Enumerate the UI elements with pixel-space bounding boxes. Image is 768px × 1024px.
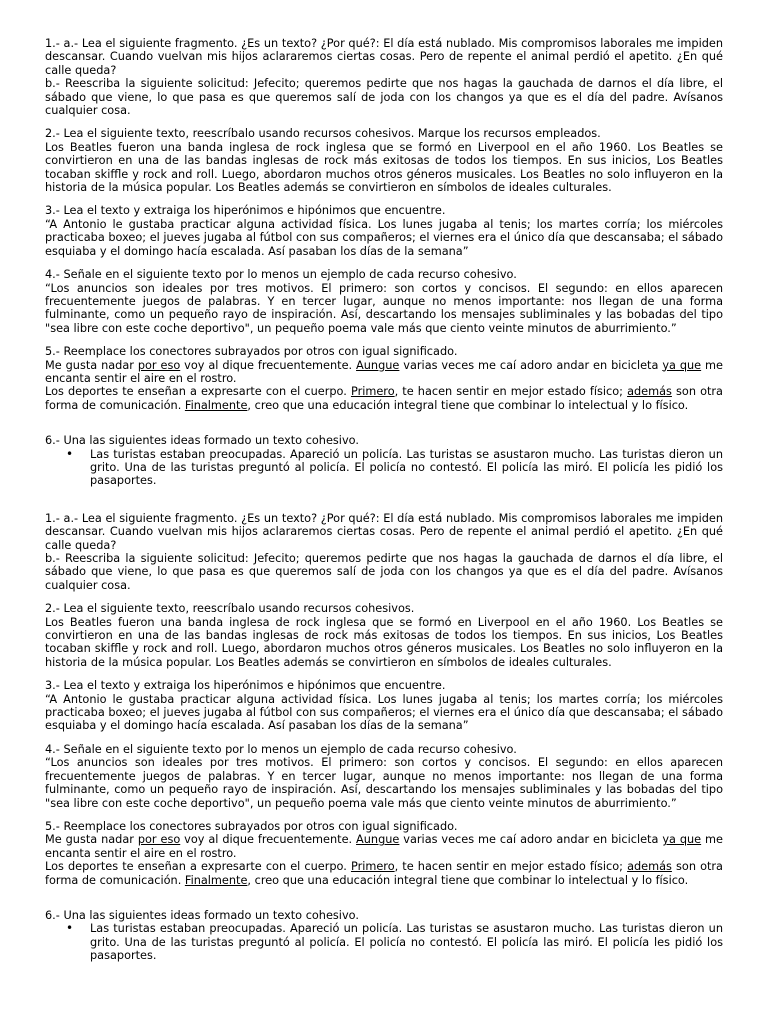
exercise-2: [45, 127, 723, 194]
exercise-1: [45, 37, 723, 117]
exercise-3: [45, 204, 723, 258]
document-copy-2: [45, 512, 723, 963]
list-item: • Las turistas estaban preocupadas. Apareció un policía. Las turistas se asustaron mucho. Las turistas dieron un grito. Una de las turistas preguntó al policía. El policía no contestó. El policía las miró. El policía les pidió los pasaportes.: [90, 448, 723, 488]
text-run: varias veces me caí adoro andar en bicicleta: [399, 833, 663, 847]
exercise-6-question: 6.- Una las siguientes ideas formado un texto cohesivo.: [45, 434, 359, 448]
exercise-3-text: “A Antonio le gustaba practicar alguna actividad física. Los lunes jugaba al tenis; los martes corría; los miércoles practicaba boxeo; el jueves jugaba al fútbol con sus compañeros; el viernes era el único día que descansaba; el sábado esquiaba y el domingo hacía escalada. Así pasaban los días de la semana”: [45, 217, 723, 258]
exercise-4-text: “Los anuncios son ideales por tres motivos. El primero: son cortos y concisos. El segundo: en ellos aparecen frecuentemente juegos de palabras. Y en tercer lugar, aunque no menos importante: nos llegan de una forma fulminante, como un pequeño rayo de inspiración. Así, descartando los mensajes subliminales y las bobadas del tipo "sea libre con este coche deportivo", un pequeño poema vale más que ciento veinte minutos de aburrimiento.”: [45, 281, 723, 335]
exercise-5-paragraph-2: [45, 385, 723, 412]
connector-underlined: ya que: [662, 833, 702, 847]
text-run: Los deportes te enseñan a expresarte con el cuerpo.: [45, 860, 351, 874]
connector-underlined: además: [627, 860, 672, 874]
exercise-5: [45, 345, 723, 412]
exercise-1b-text: b.- Reescriba la siguiente solicitud: Jefecito; queremos pedirte que nos hagas la gauchada de darnos el día libre, el sábado que viene, lo que pasa es que queremos salí de joda con los changos ya que es el día del padre. Avísanos cualquier cosa.: [45, 77, 723, 118]
exercise-3-text: “A Antonio le gustaba practicar alguna actividad física. Los lunes jugaba al tenis; los martes corría; los miércoles practicaba boxeo; el jueves jugaba al fútbol con sus compañeros; el viernes era el único día que descansaba; el sábado esquiaba y el domingo hacía escalada. Así pasaban los días de la semana”: [45, 692, 723, 733]
connector-underlined: Aungue: [356, 358, 400, 372]
list-item: • Las turistas estaban preocupadas. Apareció un policía. Las turistas se asustaron mucho. Las turistas dieron un grito. Una de las turistas preguntó al policía. El policía no contestó. El policía las miró. El policía les pidió los pasaportes.: [90, 922, 723, 962]
exercise-2-text: Los Beatles fueron una banda inglesa de rock inglesa que se formó en Liverpool en el año 1960. Los Beatles se convirtieron en una de las bandas inglesas de rock más exitosas de todos los tiempos. En sus inicios, Los Beatles tocaban skiffle y rock and roll. Luego, abordaron muchos otros géneros musicales. Los Beatles no solo influyeron en la historia de la música popular. Los Beatles además se convirtieron en símbolos de ideales culturales.: [45, 140, 723, 195]
connector-underlined: Aungue: [356, 833, 400, 847]
text-run: varias veces me caí adoro andar en bicicleta: [399, 358, 663, 372]
exercise-6-list: [45, 448, 723, 488]
connector-underlined: por eso: [137, 833, 181, 847]
text-run: Los deportes te enseñan a expresarte con el cuerpo.: [45, 385, 351, 399]
exercise-4-text: “Los anuncios son ideales por tres motivos. El primero: son cortos y concisos. El segundo: en ellos aparecen frecuentemente juegos de palabras. Y en tercer lugar, aunque no menos importante: nos llegan de una forma fulminante, como un pequeño rayo de inspiración. Así, descartando los mensajes subliminales y las bobadas del tipo "sea libre con este coche deportivo", un pequeño poema vale más que ciento veinte minutos de aburrimiento.”: [45, 756, 723, 810]
text-run: voy al dique frecuentemente.: [180, 358, 357, 372]
text-run: me encanta sentir el aire en el rostro.: [45, 358, 723, 385]
exercise-2-text: Los Beatles fueron una banda inglesa de rock inglesa que se formó en Liverpool en el año 1960. Los Beatles se convirtieron en una de las bandas inglesas de rock más exitosas de todos los tiempos. En sus inicios, Los Beatles tocaban skiffle y rock and roll. Luego, abordaron muchos otros géneros musicales. Los Beatles no solo influyeron en la historia de la música popular. Los Beatles además se convirtieron en símbolos de ideales culturales.: [45, 615, 723, 669]
exercise-4: [45, 268, 723, 335]
text-run: son otra forma de comunicación.: [45, 385, 723, 412]
connector-underlined: además: [627, 385, 672, 399]
exercise-3-question: 3.- Lea el texto y extraiga los hiperónimos e hipónimos que encuentre.: [45, 679, 446, 693]
document-page: [45, 37, 723, 973]
exercise-4-question: 4.- Señale en el siguiente texto por lo menos un ejemplo de cada recurso cohesivo.: [45, 742, 517, 756]
exercise-1: [45, 512, 723, 592]
exercise-6: [45, 909, 723, 963]
exercise-1a-text: 1.- a.- Lea el siguiente fragmento. ¿Es un texto? ¿Por qué?: El día está nublado. Mis compromisos laborales me impiden descansar. Cuando vuelvan mis hijos aclararemos ciertas cosas. Pero de repente el animal perdió el apetito. ¿En qué calle queda?: [45, 511, 723, 552]
text-run: voy al dique frecuentemente.: [180, 833, 357, 847]
exercise-3-question: 3.- Lea el texto y extraiga los hiperónimos e hipónimos que encuentre.: [45, 204, 446, 218]
text-run: , te hacen sentir en mejor estado físico;: [394, 385, 628, 399]
text-run: me encanta sentir el aire en el rostro.: [45, 833, 723, 860]
exercise-5-question: 5.- Reemplace los conectores subrayados por otros con igual significado.: [45, 819, 458, 833]
exercise-2-question: 2.- Lea el siguiente texto, reescríbalo usando recursos cohesivos.: [45, 602, 415, 616]
exercise-6-question: 6.- Una las siguientes ideas formado un texto cohesivo.: [45, 908, 359, 922]
text-run: son otra forma de comunicación.: [45, 860, 723, 887]
exercise-4-question: 4.- Señale en el siguiente texto por lo menos un ejemplo de cada recurso cohesivo.: [45, 268, 517, 282]
connector-underlined: Primero: [350, 860, 395, 874]
exercise-6: [45, 434, 723, 488]
exercise-5: [45, 820, 723, 887]
text-run: , creo que una educación integral tiene que combinar lo intelectual y lo físico.: [247, 873, 689, 887]
connector-underlined: Finalmente: [184, 398, 248, 412]
exercise-1b-text: b.- Reescriba la siguiente solicitud: Jefecito; queremos pedirte que nos hagas la gauchada de darnos el día libre, el sábado que viene, lo que pasa es que queremos salí de joda con los changos ya que es el día del padre. Avísanos cualquier cosa.: [45, 552, 723, 592]
connector-underlined: Primero: [350, 385, 395, 399]
text-run: Me gusta nadar: [45, 358, 138, 372]
exercise-5-paragraph-1: [45, 833, 723, 860]
exercise-5-paragraph-2: [45, 860, 723, 887]
text-run: Me gusta nadar: [45, 833, 138, 847]
exercise-6-list: [45, 922, 723, 962]
connector-underlined: Finalmente: [184, 873, 248, 887]
exercise-2: [45, 602, 723, 669]
exercise-4: [45, 743, 723, 810]
exercise-2-question: 2.- Lea el siguiente texto, reescríbalo usando recursos cohesivos. Marque los recursos empleados.: [45, 127, 601, 141]
text-run: , creo que una educación integral tiene que combinar lo intelectual y lo físico.: [247, 398, 689, 412]
exercise-3: [45, 679, 723, 733]
connector-underlined: por eso: [137, 358, 181, 372]
exercise-1a-text: 1.- a.- Lea el siguiente fragmento. ¿Es un texto? ¿Por qué?: El día está nublado. Mis compromisos laborales me impiden descansar. Cuando vuelvan mis hijos aclararemos ciertas cosas. Pero de repente el animal perdió el apetito. ¿En qué calle queda?: [45, 37, 723, 77]
text-run: , te hacen sentir en mejor estado físico;: [394, 860, 628, 874]
connector-underlined: ya que: [662, 358, 702, 372]
exercise-5-question: 5.- Reemplace los conectores subrayados por otros con igual significado.: [45, 345, 458, 359]
exercise-5-paragraph-1: [45, 359, 723, 386]
